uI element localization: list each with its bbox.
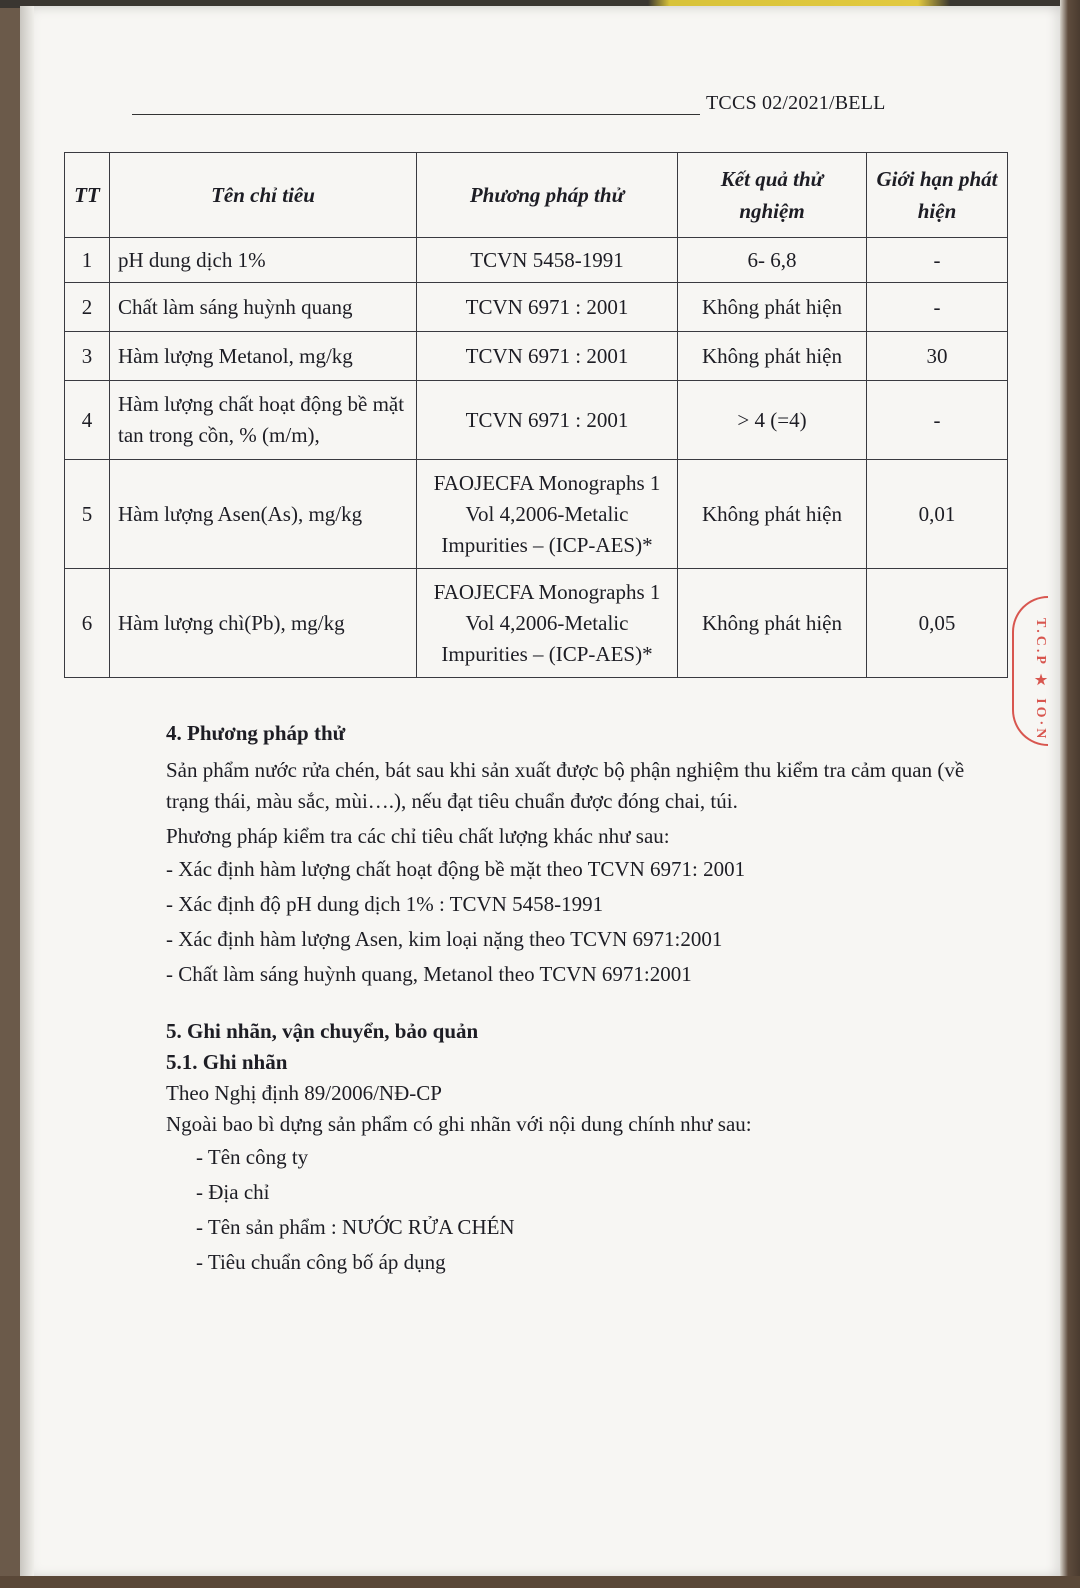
cell-name: Chất làm sáng huỳnh quang: [110, 283, 417, 332]
header-limit: Giới hạn phát hiện: [867, 153, 1008, 238]
label-item: - Tên sản phẩm : NƯỚC RỬA CHÉN: [196, 1215, 515, 1239]
page-binding: [20, 6, 34, 1578]
cell-method: TCVN 5458-1991: [417, 238, 678, 283]
cell-tt: 1: [65, 238, 110, 283]
cell-name: Hàm lượng Metanol, mg/kg: [110, 332, 417, 381]
specification-table: [64, 152, 1008, 678]
section-gap: [166, 992, 966, 1016]
cell-method: TCVN 6971 : 2001: [417, 381, 678, 460]
cell-limit: -: [867, 238, 1008, 283]
section-4-intro: Phương pháp kiểm tra các chỉ tiêu chất lượng khác như sau:: [166, 824, 670, 848]
section-4-paragraph: Sản phẩm nước rửa chén, bát sau khi sản xuất được bộ phận nghiệm thu kiểm tra cảm quan (về trạng thái, màu sắc, mùi….), nếu đạt tiêu chuẩn được đóng chai, túi.: [166, 758, 965, 813]
table-row: [65, 332, 1008, 381]
cell-result: Không phát hiện: [678, 569, 867, 678]
cell-result: 6- 6,8: [678, 238, 867, 283]
cell-result: Không phát hiện: [678, 332, 867, 381]
red-seal-stamp: T.C.P ★ IO·N: [1012, 596, 1048, 746]
cell-tt: 5: [65, 460, 110, 569]
cell-method: FAOJECFA Monographs 1 Vol 4,2006-Metalic Impurities – (ICP-AES)*: [417, 569, 678, 678]
cell-limit: 0,05: [867, 569, 1008, 678]
cell-limit: -: [867, 381, 1008, 460]
cell-method: TCVN 6971 : 2001: [417, 283, 678, 332]
cell-name: pH dung dịch 1%: [110, 238, 417, 283]
label-item: - Tên công ty: [196, 1145, 309, 1169]
cell-tt: 2: [65, 283, 110, 332]
label-item: - Tiêu chuẩn công bố áp dụng: [196, 1250, 446, 1274]
cell-result: > 4 (=4): [678, 381, 867, 460]
cell-name: Hàm lượng Asen(As), mg/kg: [110, 460, 417, 569]
table-row: [65, 569, 1008, 678]
section-4-title: 4. Phương pháp thử: [166, 721, 346, 745]
cell-limit: 0,01: [867, 460, 1008, 569]
header-method: Phương pháp thử: [417, 153, 678, 238]
cell-result: Không phát hiện: [678, 460, 867, 569]
method-bullet: - Chất làm sáng huỳnh quang, Metanol theo TCVN 6971:2001: [166, 962, 692, 986]
cell-limit: -: [867, 283, 1008, 332]
header-tt: TT: [65, 153, 110, 238]
table-row: [65, 283, 1008, 332]
cell-method: TCVN 6971 : 2001: [417, 332, 678, 381]
method-bullet: - Xác định độ pH dung dịch 1% : TCVN 5458-1991: [166, 892, 604, 916]
label-item: - Địa chỉ: [196, 1180, 270, 1204]
decree-reference: Theo Nghị định 89/2006/NĐ-CP: [166, 1081, 442, 1105]
table-row: [65, 381, 1008, 460]
method-bullet: - Xác định hàm lượng chất hoạt động bề mặt theo TCVN 6971: 2001: [166, 857, 746, 881]
cell-result: Không phát hiện: [678, 283, 867, 332]
section-5-title: 5. Ghi nhãn, vận chuyển, bảo quản: [166, 1019, 479, 1043]
cell-name: Hàm lượng chất hoạt động bề mặt tan trong cồn, % (m/m),: [110, 381, 417, 460]
cell-method: FAOJECFA Monographs 1 Vol 4,2006-Metalic Impurities – (ICP-AES)*: [417, 460, 678, 569]
table-header-row: [65, 153, 1008, 238]
cell-limit: 30: [867, 332, 1008, 381]
book-edge: [1060, 0, 1080, 1588]
cell-tt: 3: [65, 332, 110, 381]
bottom-edge: [0, 1576, 1080, 1588]
header-result: Kết quả thử nghiệm: [678, 153, 867, 238]
section-5-1-title: 5.1. Ghi nhãn: [166, 1050, 288, 1074]
method-bullet: - Xác định hàm lượng Asen, kim loại nặng theo TCVN 6971:2001: [166, 927, 723, 951]
document-code: TCCS 02/2021/BELL: [700, 92, 886, 115]
table-row: [65, 238, 1008, 283]
document-body: [166, 718, 966, 1280]
cell-tt: 6: [65, 569, 110, 678]
header-name: Tên chỉ tiêu: [110, 153, 417, 238]
table-row: [65, 460, 1008, 569]
cell-name: Hàm lượng chì(Pb), mg/kg: [110, 569, 417, 678]
label-intro: Ngoài bao bì dựng sản phẩm có ghi nhãn với nội dung chính như sau:: [166, 1112, 752, 1136]
cell-tt: 4: [65, 381, 110, 460]
